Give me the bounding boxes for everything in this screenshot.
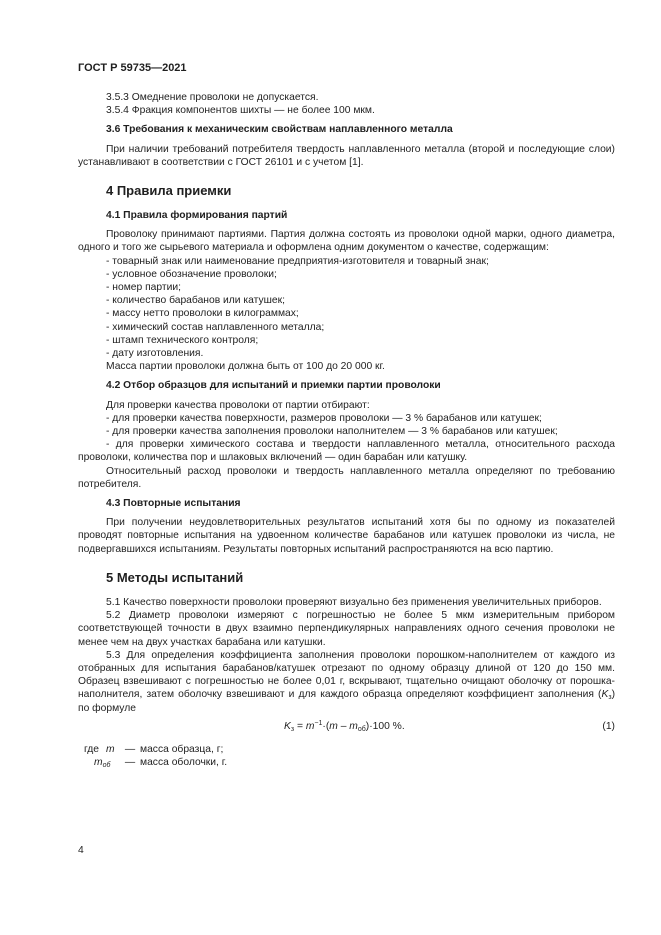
heading-3-6: 3.6 Требования к механическим свойствам наплавленного металла bbox=[106, 124, 453, 136]
paragraph-4-2: Относительный расход проволоки и твердость наплавленного металла определяют по требованию потребителя. bbox=[78, 465, 615, 490]
sampling-item: - для проверки химического состава и твердости наплавленного металла, относительного расхода проволоки, количества пор и шлаковых включений — один барабан или катушку. bbox=[78, 439, 615, 464]
list-item: - количество барабанов или катушек; bbox=[106, 295, 285, 307]
paragraph-3-6: При наличии требований потребителя твердость наплавленного металла (второй и последующие слои) устанавливают в соответствии с ГОСТ 26101 и с учетом [1]. bbox=[78, 143, 615, 168]
clause-5-3: 5.3 Для определения коэффициента заполнения проволоки порошком-наполнителем от каждого из отобранных для испытания барабанов/катушек отрезают по одному образцу длиной от 120 до 150 мм. Образец взвешивают с погрешностью не более 0,01 г, вскрывают, тщательно очищают оболочку от порошка-наполнителя, затем оболочку взвешивают и для каждого образца определяют коэффициент заполнения $(K_з)$ по формуле bbox=[78, 649, 615, 714]
list-item: - штамп технического контроля; bbox=[106, 334, 259, 346]
heading-4-1: 4.1 Правила формирования партий bbox=[106, 210, 288, 222]
heading-4-2: 4.2 Отбор образцов для испытаний и приемки партии проволоки bbox=[106, 380, 441, 392]
formula-number: (1) bbox=[602, 720, 615, 732]
sampling-item: - для проверки качества поверхности, размеров проволоки — 3 % барабанов или катушек; bbox=[106, 412, 542, 424]
sampling-intro: Для проверки качества проволоки от партии отбирают: bbox=[106, 399, 370, 411]
paragraph-4-3: При получении неудовлетворительных результатов испытаний хотя бы по одному из показателей проводят повторные испытания на удвоенном количестве барабанов или катушек проволоки из числа, не подвергавшихся испытаниям. Результаты повторных испытаний распространяются на всю партию. bbox=[78, 517, 615, 555]
quality-document-list bbox=[78, 255, 615, 361]
list-item: - номер партии; bbox=[106, 282, 181, 294]
standard-header: ГОСТ Р 59735—2021 bbox=[78, 62, 187, 74]
legend-row: $m_{об}$ — масса оболочки, г. bbox=[94, 756, 228, 769]
paragraph-4-1: Проволоку принимают партиями. Партия должна состоять из проволоки одной марки, одного диаметра, одного и того же сырьевого материала и оформлена одним документом о качестве, содержащим: bbox=[78, 229, 615, 254]
list-item: - товарный знак или наименование предприятия-изготовителя и товарный знак; bbox=[106, 255, 489, 267]
fill-coefficient-formula bbox=[78, 717, 615, 739]
list-item: - условное обозначение проволоки; bbox=[106, 268, 277, 280]
heading-4-3: 4.3 Повторные испытания bbox=[106, 498, 241, 510]
heading-section-4: 4 Правила приемки bbox=[106, 183, 232, 199]
page-number: 4 bbox=[78, 845, 84, 856]
sampling-item: - для проверки качества заполнения проволоки наполнителем — 3 % барабанов или катушек; bbox=[106, 426, 558, 438]
heading-section-5: 5 Методы испытаний bbox=[106, 569, 244, 585]
list-item: - химический состав наплавленного металла; bbox=[106, 321, 325, 333]
clause-3-5-4: 3.5.4 Фракция компонентов шихты — не более 100 мкм. bbox=[106, 105, 375, 117]
list-item: - дату изготовления. bbox=[106, 348, 204, 360]
clause-5-1: 5.1 Качество поверхности проволоки проверяют визуально без применения увеличительных приборов. bbox=[106, 596, 602, 608]
clause-3-5-3: 3.5.3 Омеднение проволоки не допускается. bbox=[106, 92, 319, 103]
list-item: - массу нетто проволоки в килограммах; bbox=[106, 308, 299, 320]
formula-legend bbox=[78, 743, 615, 769]
legend-row: где m — масса образца, г; bbox=[84, 743, 224, 755]
clause-5-2: 5.2 Диаметр проволоки измеряют с погрешностью не более 5 мкм измерительным прибором соответствующей точности в двух взаимно перпендикулярных направлениях одного сечения проволоки не менее чем на двух участках барабана или катушки. bbox=[78, 610, 615, 648]
batch-mass-text: Масса партии проволоки должна быть от 100 до 20 000 кг. bbox=[106, 361, 385, 373]
page-content bbox=[78, 91, 615, 769]
formula-expression: $K_з = m^{-1}\cdot(m - m_{об})\cdot 100$ %. bbox=[284, 719, 405, 733]
